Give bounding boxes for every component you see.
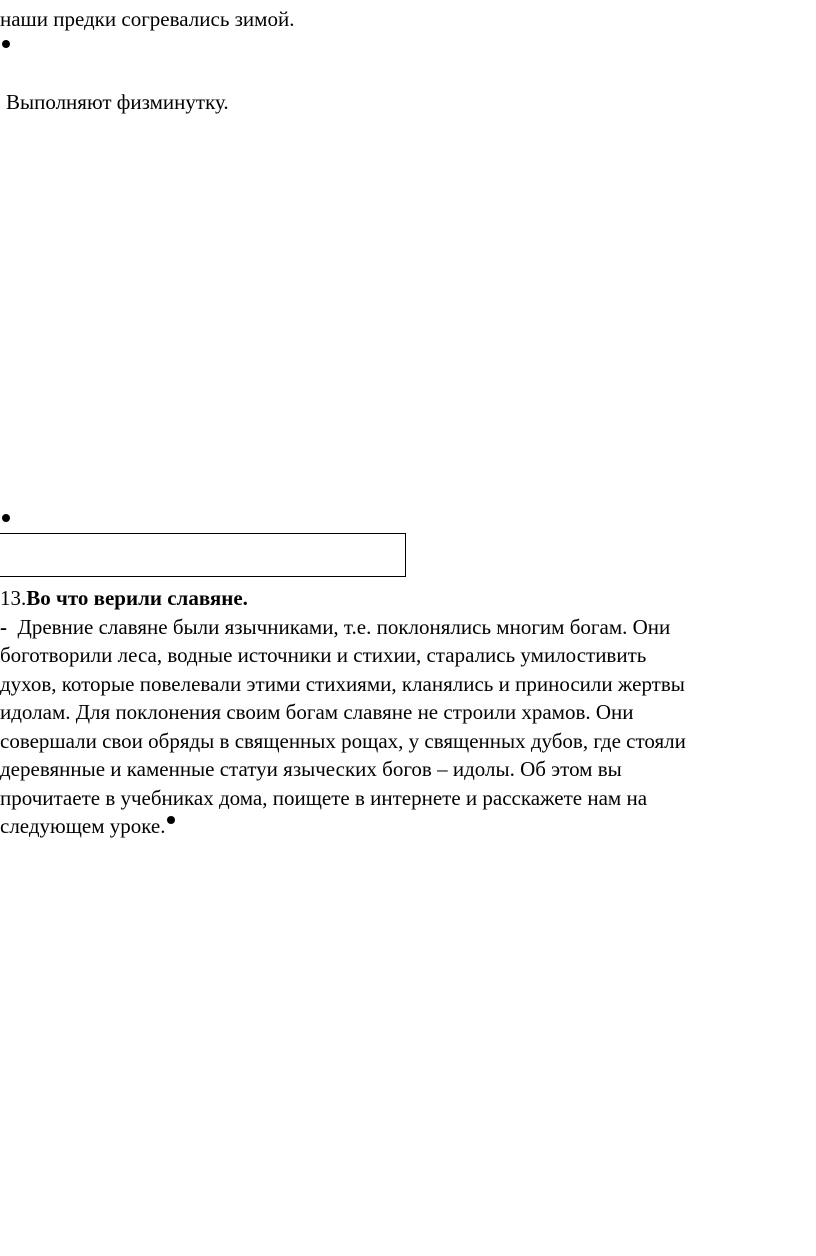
paragraph-line: боготворили леса, водные источники и стихии, старались умилостивить [0,643,647,667]
paragraph-line [0,613,816,642]
paragraph-line [0,812,816,841]
bullet-marker [167,816,175,824]
paragraph-line: деревянные и каменные статуи языческих богов – идолы. Об этом вы [0,757,622,781]
section-paragraph [0,584,816,841]
paragraph-line: совершали свои обряды в священных рощах, у священных дубов, где стояли [0,728,686,753]
paragraph-line-text: следующем уроке. [0,814,166,838]
paragraph-line: прочитаете в учебниках дома, поищете в интернете и расскажете нам на [0,785,648,810]
section-title: Во что верили славяне. [26,586,248,610]
section-heading [0,584,816,613]
blank-frame [0,533,406,577]
bullet-marker [2,514,10,522]
section-number: 13. [0,586,27,610]
exercise-text-line: Выполняют физминутку. [6,90,229,114]
intro-text-line: наши предки согревались зимой. [0,7,295,31]
section-dash: - [0,614,7,639]
paragraph-line-text: Древние славяне были язычниками, т.е. поклонялись многим богам. Они [17,614,671,639]
bullet-marker [2,40,10,48]
paragraph-line: духов, которые повелевали этими стихиями, кланялись и приносили жертвы [0,671,685,696]
paragraph-line: идолам. Для поклонения своим богам славяне не строили храмов. Они [0,700,634,724]
